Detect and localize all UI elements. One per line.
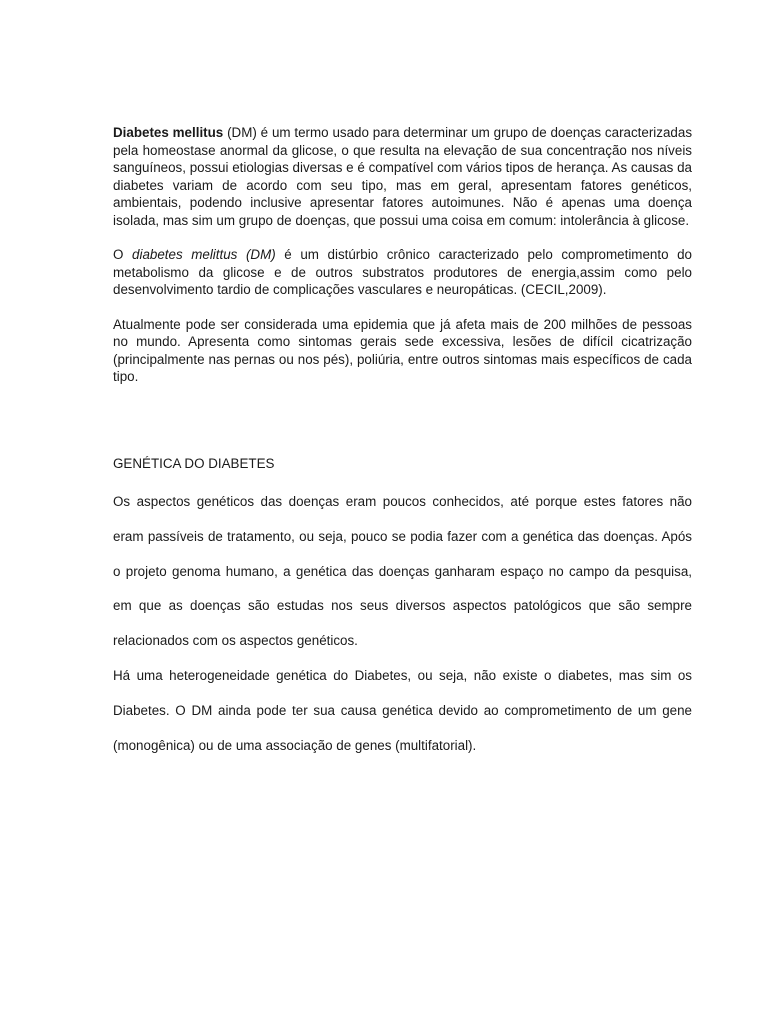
intro-paragraph-1: [113, 124, 692, 229]
term-diabetes-mellitus: Diabetes mellitus: [113, 125, 224, 140]
genetics-paragraph-2: Há uma heterogeneidade genética do Diabetes, ou seja, não existe o diabetes, mas sim os Diabetes. O DM ainda pode ter sua causa genética devido ao comprometimento de um gene (monogênica) ou de uma associação de genes (multifatorial).: [113, 667, 692, 753]
section-heading-genetics: GENÉTICA DO DIABETES: [113, 456, 275, 471]
document-body: [113, 124, 692, 386]
intro-paragraph-2-prefix: O: [113, 247, 133, 262]
genetics-paragraph-1: Os aspectos genéticos das doenças eram poucos conhecidos, até porque estes fatores não eram passíveis de tratamento, ou seja, pouco se podia fazer com a genética das doenças. Após o projeto genoma humano, a genética das doenças ganharam espaço no campo da pesquisa, em que as doenças são estudas nos seus diversos aspectos patológicos que são sempre relacionados com os aspectos genéticos.: [113, 494, 692, 649]
intro-paragraph-2-text: é um distúrbio crônico caracterizado pelo comprometimento do metabolismo da glicose e de outros substratos produtores de energia,assim como pelo desenvolvimento tardio de complicações vasculares e neuropáticas. (CECIL,2009).: [113, 247, 692, 297]
intro-paragraph-2: [113, 246, 692, 299]
intro-paragraph-3: Atualmente pode ser considerada uma epidemia que já afeta mais de 200 milhões de pessoas no mundo. Apresenta como sintomas gerais sede excessiva, lesões de difícil cicatrização (principalmente nas pernas ou nos pés), poliúria, entre outros sintomas mais específicos de cada tipo.: [113, 316, 692, 384]
genetics-section: [113, 485, 692, 763]
intro-paragraph-1-text: (DM) é um termo usado para determinar um grupo de doenças caracterizadas pela homeostase anormal da glicose, o que resulta na elevação de sua concentração nos níveis sanguíneos, possui etiologias diversas e é compatível com vários tipos de herança. As causas da diabetes variam de acordo com seu tipo, mas em geral, apresentam fatores genéticos, ambientais, podendo inclusive apresentar fatores autoimunes. Não é apenas uma doença isolada, mas sim um grupo de doenças, que possui uma coisa em comum: intolerância à glicose.: [113, 125, 693, 228]
term-diabetes-melittus: diabetes melittus (DM): [132, 247, 276, 262]
